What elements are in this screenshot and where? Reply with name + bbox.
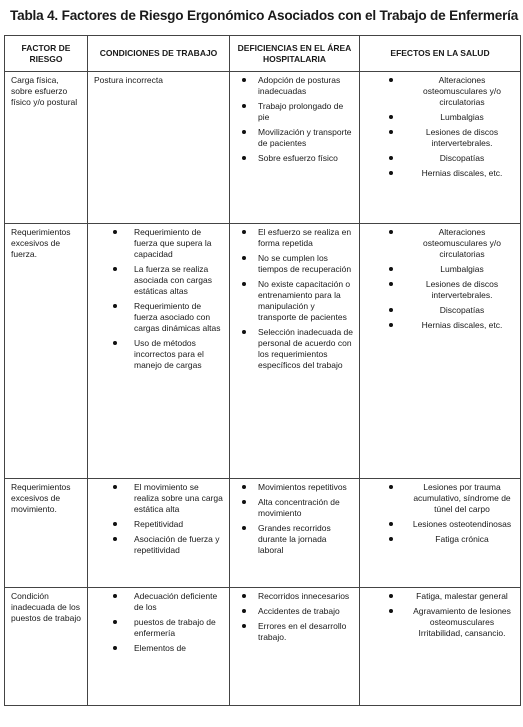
table-row <box>5 588 521 706</box>
list-item: Lesiones osteotendinosas <box>409 519 515 530</box>
deficiencias-list <box>236 482 354 556</box>
cell-factor <box>5 588 88 706</box>
factor-text: Requerimientos excesivos de movimiento. <box>11 482 71 514</box>
condiciones-list <box>94 482 224 556</box>
list-item: Recorridos innecesarios <box>258 591 354 602</box>
header-row <box>5 36 521 72</box>
header-condiciones: CONDICIONES DE TRABAJO <box>88 36 230 72</box>
table-row <box>5 224 521 479</box>
efectos-list <box>366 75 515 179</box>
list-item: El movimiento se realiza sobre una carga estática alta <box>134 482 223 514</box>
list-item: Asociación de fuerza y repetitividad <box>134 534 224 556</box>
list-item: Repetitividad <box>134 519 224 530</box>
list-item: Requerimiento de fuerza asociado con cargas dinámicas altas <box>134 301 224 334</box>
cell-deficiencias <box>230 72 360 224</box>
table-row <box>5 479 521 588</box>
list-item: Grandes recorridos durante la jornada laboral <box>258 523 354 556</box>
cell-condiciones <box>88 224 230 479</box>
cell-deficiencias <box>230 224 360 479</box>
list-item: Uso de métodos incorrectos para el manejo de cargas <box>134 338 224 371</box>
list-item: Adecuación deficiente de los <box>134 591 224 613</box>
list-item: Lesiones por trauma acumulativo, síndrome de túnel del carpo <box>409 482 515 515</box>
table-body <box>5 72 521 706</box>
list-item: Lesiones de discos intervertebrales. <box>409 127 515 149</box>
header-factor: FACTOR DE RIESGO <box>5 36 88 72</box>
list-item: Discopatías <box>409 153 515 164</box>
risk-factors-table <box>4 35 521 706</box>
list-item: puestos de trabajo de enfermería <box>134 617 224 639</box>
list-item: No se cumplen los tiempos de recuperación <box>258 253 354 275</box>
cell-deficiencias <box>230 588 360 706</box>
factor-text: Condición inadecuada de los puestos de trabajo <box>11 591 81 623</box>
list-item: Lumbalgias <box>409 112 515 123</box>
list-item: Fatiga, malestar general <box>409 591 515 602</box>
cell-deficiencias <box>230 479 360 588</box>
cell-condiciones <box>88 588 230 706</box>
list-item: Errores en el desarrollo trabajo. <box>258 621 354 643</box>
list-item: Alteraciones osteomusculares y/o circulatorias <box>409 227 515 260</box>
cell-efectos <box>360 224 521 479</box>
list-item: Movilización y transporte de pacientes <box>258 127 354 149</box>
condiciones-list <box>94 227 224 371</box>
efectos-list <box>366 482 515 545</box>
list-item: Movimientos repetitivos <box>258 482 354 493</box>
list-item: Fatiga crónica <box>409 534 515 545</box>
factor-text: Requerimientos excesivos de fuerza. <box>11 227 71 259</box>
cell-efectos <box>360 72 521 224</box>
list-item: Selección inadecuada de personal de acuerdo con los requerimientos específicos del trabajo <box>258 327 353 370</box>
header-deficiencias: DEFICIENCIAS EN EL ÁREA HOSPITALARIA <box>230 36 360 72</box>
list-item: Adopción de posturas inadecuadas <box>258 75 354 97</box>
list-item: Lesiones de discos intervertebrales. <box>409 279 515 301</box>
list-item: No existe capacitación o entrenamiento para la manipulación y transporte de pacientes <box>258 279 354 323</box>
list-item: El esfuerzo se realiza en forma repetida <box>258 227 354 249</box>
condiciones-list <box>94 591 224 654</box>
condiciones-text: Postura incorrecta <box>94 75 163 85</box>
cell-factor <box>5 479 88 588</box>
efectos-list <box>366 227 515 331</box>
table-title: Tabla 4. Factores de Riesgo Ergonómico Asociados con el Trabajo de Enfermería <box>10 8 519 23</box>
cell-efectos <box>360 588 521 706</box>
table-row <box>5 72 521 224</box>
list-item: Requerimiento de fuerza que supera la capacidad <box>134 227 224 260</box>
cell-condiciones <box>88 479 230 588</box>
cell-factor <box>5 72 88 224</box>
list-item: Hernias discales, etc. <box>409 320 515 331</box>
deficiencias-list <box>236 227 354 371</box>
cell-efectos <box>360 479 521 588</box>
cell-condiciones <box>88 72 230 224</box>
list-item: Trabajo prolongado de pie <box>258 101 354 123</box>
list-item: Alta concentración de movimiento <box>258 497 354 519</box>
list-item: Lumbalgias <box>409 264 515 275</box>
list-item: Sobre esfuerzo físico <box>258 153 354 164</box>
factor-text: Carga física, sobre esfuerzo físico y/o postural <box>11 75 78 107</box>
deficiencias-list <box>236 591 354 643</box>
list-item: Hernias discales, etc. <box>409 168 515 179</box>
cell-factor <box>5 224 88 479</box>
header-efectos: EFECTOS EN LA SALUD <box>360 36 521 72</box>
list-item: Accidentes de trabajo <box>258 606 354 617</box>
list-item: Alteraciones osteomusculares y/o circulatorias <box>409 75 515 108</box>
list-item: Agravamiento de lesiones osteomusculares Irritabilidad, cansancio. <box>409 606 515 639</box>
list-item: La fuerza se realiza asociada con cargas estáticas altas <box>134 264 224 297</box>
deficiencias-list <box>236 75 354 164</box>
list-item: Discopatías <box>409 305 515 316</box>
list-item: Elementos de <box>134 643 224 654</box>
efectos-list <box>366 591 515 639</box>
